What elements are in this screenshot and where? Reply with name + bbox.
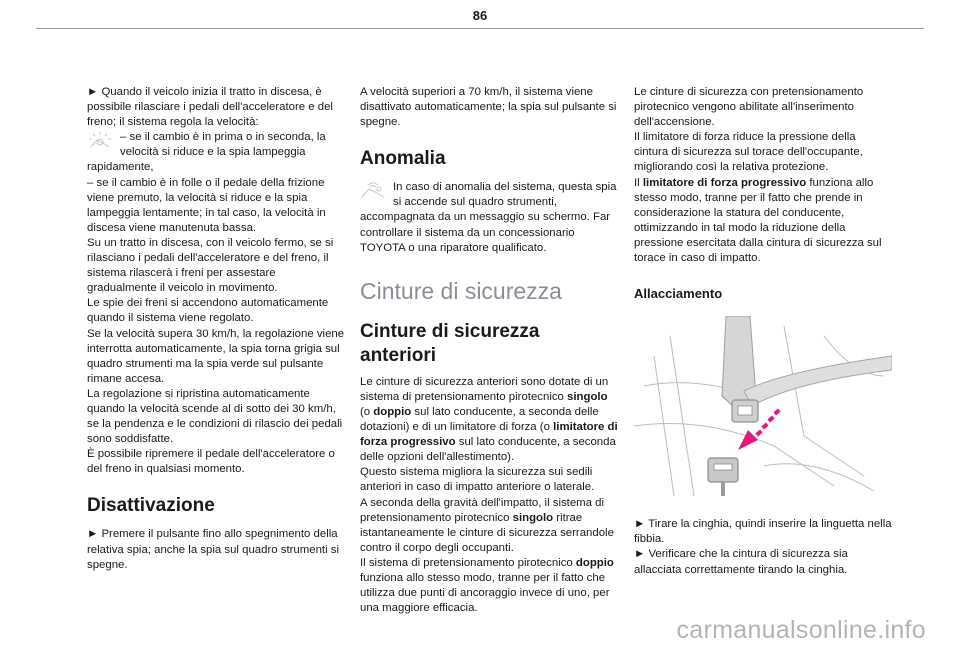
paragraph: Su un tratto in discesa, con il veicolo fermo, se si rilasciano i pedali dell'acceleratore e del freno, il sistema rilascerà i freni per assestare gradualmente il veicolo in movimento. bbox=[87, 236, 334, 295]
section-heading-anomalia: Anomalia bbox=[360, 148, 446, 170]
paragraph: ► Verificare che la cintura di sicurezza sia allacciata correttamente tirando la cinghia. bbox=[634, 548, 848, 576]
chapter-heading-cinture: Cinture di sicurezza bbox=[360, 277, 562, 304]
paragraph: Questo sistema migliora la sicurezza sui sedili anteriori in caso di impatto anteriore o laterale. bbox=[360, 466, 595, 494]
paragraph: Se la velocità supera 30 km/h, la regolazione viene interrotta automaticamente, la spia torna grigia sul quadro strumenti ma la spia verde sul pulsante rimane accesa. bbox=[87, 327, 345, 385]
paragraph: Il sistema di pretensionamento pirotecnico doppio funziona allo stesso modo, tranne per il fatto che utilizza due punti di ancoraggio invece di uno, per una maggiore efficacia. bbox=[360, 556, 614, 615]
paragraph: A velocità superiori a 70 km/h, il sistema viene disattivato automaticamente; la spia sul pulsante si spegne. bbox=[360, 86, 617, 129]
paragraph: Il limitatore di forza riduce la pressione della cintura di sicurezza sul torace dell'occupante, migliorando così la relativa protezione. bbox=[634, 131, 863, 174]
column-3 bbox=[634, 85, 892, 578]
paragraph: È possibile ripremere il pedale dell'acceleratore o del freno in qualsiasi momento. bbox=[87, 448, 335, 476]
column-1 bbox=[87, 85, 345, 573]
paragraph: rapidamente, bbox=[87, 161, 154, 174]
section-heading-allacciamento: Allacciamento bbox=[634, 286, 723, 302]
page-number: 86 bbox=[472, 8, 488, 23]
seatbelt-buckle-illustration bbox=[634, 316, 892, 496]
paragraph: ► Premere il pulsante fino allo spegnimento della relativa spia; anche la spia sul quadro strumenti si spegne. bbox=[87, 528, 339, 571]
paragraph: Il limitatore di forza progressivo funziona allo stesso modo, tranne per il fatto che prende in considerazione la statura del conducente, ottimizzando in tal modo la riduzione della pressione esercitata dalla cintura di sicurezza sul torace in caso di impatto. bbox=[634, 176, 882, 265]
paragraph: ► Quando il veicolo inizia il tratto in discesa, è possibile rilasciare i pedali dell'acceleratore e del freno; il sistema regola la velocità: bbox=[87, 86, 333, 129]
section-heading-cinture-anteriori: Cinture di sicurezza anteriori bbox=[360, 320, 540, 366]
hill-descent-warning-icon bbox=[87, 131, 113, 149]
icon-paragraph bbox=[360, 180, 618, 210]
paragraph: Le spie dei freni si accendono automaticamente quando il sistema viene regolato. bbox=[87, 297, 329, 325]
paragraph: Le cinture di sicurezza con pretensionamento pirotecnico vengono abilitate all'inserimento dell'accensione. bbox=[634, 86, 864, 129]
paragraph: ► Tirare la cinghia, quindi inserire la linguetta nella fibbia. bbox=[634, 518, 892, 546]
paragraph: La regolazione si ripristina automaticamente quando la velocità scende al di sotto dei 30 km/h, se la pendenza e le condizioni di rilascio dei pedali sono soddisfatte. bbox=[87, 387, 343, 446]
paragraph: accompagnata da un messaggio su schermo. Far controllare il sistema da un concessionario TOYOTA o una riparatore qualificato. bbox=[360, 211, 611, 254]
watermark: carmanualsonline.info bbox=[676, 616, 926, 644]
paragraph: Le cinture di sicurezza anteriori sono dotate di un sistema di pretensionamento pirotecnico singolo (o doppio sul lato conducente, a seconda delle dotazioni) e di un limitatore di forza (o limitatore di forza progressivo sul lato conducente, a seconda delle opzioni dell'allestimento). bbox=[360, 375, 618, 464]
paragraph: A seconda della gravità dell'impatto, il sistema di pretensionamento pirotecnico singolo ritrae istantaneamente le cinture di sicurezza serrandole contro il corpo degli occupanti. bbox=[360, 496, 614, 554]
paragraph: In caso di anomalia del sistema, questa spia si accende sul quadro strumenti, bbox=[393, 181, 617, 209]
header-divider bbox=[36, 28, 924, 29]
paragraph: – se il cambio è in prima o in seconda, la velocità si riduce e la spia lampeggia bbox=[120, 131, 326, 159]
section-heading-disattivazione: Disattivazione bbox=[87, 495, 215, 517]
column-2 bbox=[360, 85, 618, 616]
paragraph: – se il cambio è in folle o il pedale della frizione viene premuto, la velocità si riduce e la spia lampeggia lentamente; in tal caso, la velocità in discesa viene manutenuta bassa. bbox=[87, 176, 326, 234]
icon-paragraph bbox=[87, 130, 345, 160]
hill-descent-warning-icon bbox=[360, 181, 386, 199]
